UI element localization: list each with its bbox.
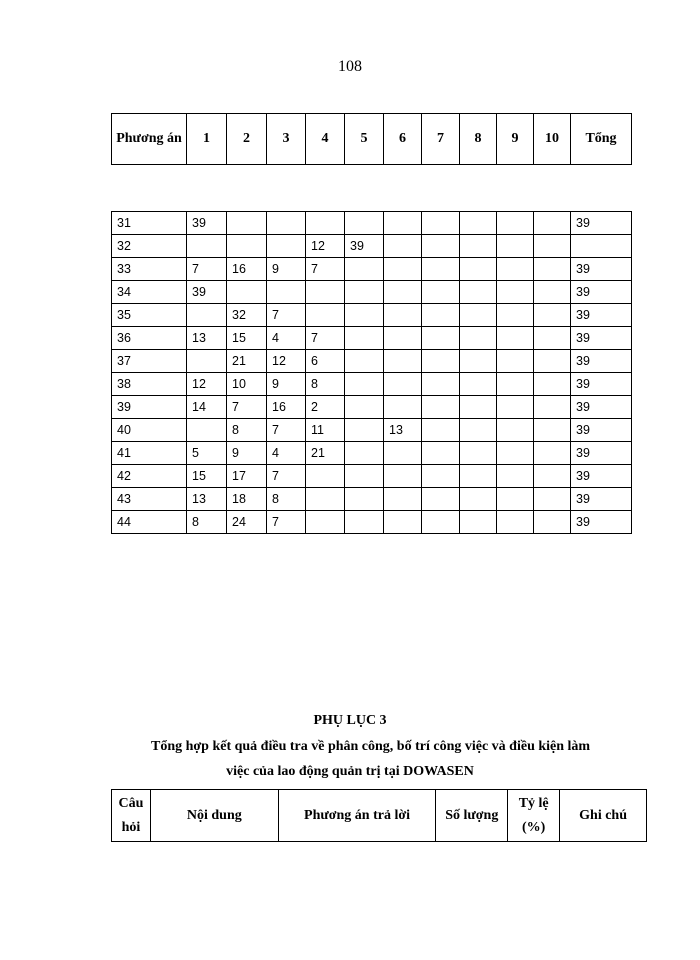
table-cell (534, 488, 571, 511)
table-cell (460, 511, 497, 534)
table-cell: 12 (187, 373, 227, 396)
table-row (112, 396, 632, 419)
row-label-cell: 38 (112, 373, 187, 396)
table-cell (306, 465, 345, 488)
table-cell (345, 304, 384, 327)
row-label-cell: 31 (112, 212, 187, 235)
table-cell (345, 373, 384, 396)
table-cell: 13 (384, 419, 422, 442)
table-cell: 32 (227, 304, 267, 327)
table-cell: 39 (571, 212, 632, 235)
appendix3-header-cell: Số lượng (436, 790, 508, 842)
header-cell: 6 (384, 114, 422, 165)
table-cell (384, 212, 422, 235)
table-cell (497, 212, 534, 235)
table-cell (384, 442, 422, 465)
table-row (112, 235, 632, 258)
table-cell (534, 281, 571, 304)
table-cell (422, 488, 460, 511)
table-cell (422, 281, 460, 304)
table-cell (384, 511, 422, 534)
table-cell (534, 212, 571, 235)
table-cell (187, 350, 227, 373)
appendix3-header-row (112, 790, 647, 842)
table-cell (422, 511, 460, 534)
table-cell: 39 (571, 419, 632, 442)
table-cell (497, 511, 534, 534)
table-cell (460, 373, 497, 396)
table-cell: 8 (187, 511, 227, 534)
table-cell (534, 511, 571, 534)
table-row (112, 373, 632, 396)
table-cell (384, 258, 422, 281)
table-cell (460, 304, 497, 327)
table-cell (497, 442, 534, 465)
table-cell (267, 235, 306, 258)
table-cell (497, 350, 534, 373)
table-cell (422, 350, 460, 373)
table-cell (306, 212, 345, 235)
table-cell (534, 350, 571, 373)
row-label-cell: 36 (112, 327, 187, 350)
table-cell (534, 258, 571, 281)
row-label-cell: 43 (112, 488, 187, 511)
table-cell (460, 488, 497, 511)
row-label-cell: 39 (112, 396, 187, 419)
data-body (112, 212, 632, 534)
table-cell: 8 (227, 419, 267, 442)
header-cell: 7 (422, 114, 460, 165)
table-row (112, 350, 632, 373)
table-cell: 12 (267, 350, 306, 373)
table-cell (534, 396, 571, 419)
table-cell (306, 304, 345, 327)
table-cell (534, 304, 571, 327)
row-label-cell: 41 (112, 442, 187, 465)
table-cell: 18 (227, 488, 267, 511)
table-cell (534, 419, 571, 442)
appendix3-header-cell: Câu hỏi (112, 790, 151, 842)
table-cell (497, 396, 534, 419)
table-cell (422, 396, 460, 419)
appendix-title: PHỤ LỤC 3 (313, 713, 387, 728)
table-cell: 8 (267, 488, 306, 511)
table-cell (345, 511, 384, 534)
table-cell (534, 327, 571, 350)
table-cell (345, 258, 384, 281)
header-cell: 10 (534, 114, 571, 165)
table-cell (345, 396, 384, 419)
appendix-subtitle-line2: việc của lao động quản trị tại DOWASEN (226, 764, 474, 779)
table-cell (384, 304, 422, 327)
table-cell (497, 304, 534, 327)
table-row (112, 304, 632, 327)
row-label-cell: 40 (112, 419, 187, 442)
table-cell: 39 (187, 281, 227, 304)
table-cell (306, 281, 345, 304)
table-cell: 7 (267, 304, 306, 327)
table-cell: 39 (571, 327, 632, 350)
appendix3-header-cell: Nội dung (150, 790, 278, 842)
row-label-cell: 33 (112, 258, 187, 281)
table-cell: 7 (187, 258, 227, 281)
table-cell (345, 488, 384, 511)
table-cell: 7 (267, 511, 306, 534)
row-label-cell: 44 (112, 511, 187, 534)
table-cell: 39 (571, 488, 632, 511)
table-cell: 9 (227, 442, 267, 465)
table-cell: 12 (306, 235, 345, 258)
table-cell (534, 442, 571, 465)
table-cell: 39 (571, 350, 632, 373)
table-row (112, 488, 632, 511)
table-cell: 39 (571, 511, 632, 534)
table-cell: 13 (187, 327, 227, 350)
table-cell (422, 442, 460, 465)
table-cell (460, 281, 497, 304)
table-cell (460, 350, 497, 373)
table-cell: 17 (227, 465, 267, 488)
table-cell (460, 396, 497, 419)
table-cell: 6 (306, 350, 345, 373)
table-cell: 4 (267, 442, 306, 465)
table-cell (187, 419, 227, 442)
header-cell-phuong-an: Phương án (112, 114, 187, 165)
table-cell (497, 281, 534, 304)
table-cell: 39 (187, 212, 227, 235)
table-cell (345, 419, 384, 442)
table-cell (422, 465, 460, 488)
table-cell (422, 212, 460, 235)
table-cell: 10 (227, 373, 267, 396)
table-row (112, 281, 632, 304)
header-cell: 3 (267, 114, 306, 165)
table-cell: 16 (267, 396, 306, 419)
table-cell (460, 258, 497, 281)
appendix3-header-cell: Ghi chú (560, 790, 647, 842)
table-cell: 8 (306, 373, 345, 396)
page-number: 108 (338, 58, 362, 75)
table-cell: 16 (227, 258, 267, 281)
row-label-cell: 42 (112, 465, 187, 488)
table-cell (534, 465, 571, 488)
table-cell: 39 (571, 281, 632, 304)
table-row (112, 465, 632, 488)
row-label-cell: 32 (112, 235, 187, 258)
table-cell (460, 327, 497, 350)
header-cell: 1 (187, 114, 227, 165)
table-cell (187, 235, 227, 258)
table-row (112, 327, 632, 350)
table-cell (422, 258, 460, 281)
header-cell: 9 (497, 114, 534, 165)
table-cell (384, 235, 422, 258)
table-row (112, 419, 632, 442)
table-cell (345, 212, 384, 235)
header-cell: 2 (227, 114, 267, 165)
table-cell (497, 373, 534, 396)
table-cell: 24 (227, 511, 267, 534)
table-cell (497, 327, 534, 350)
table-cell: 5 (187, 442, 227, 465)
table-cell (497, 258, 534, 281)
table-cell (497, 419, 534, 442)
table-cell (460, 465, 497, 488)
table-cell (384, 327, 422, 350)
row-label-cell: 35 (112, 304, 187, 327)
table-cell (345, 350, 384, 373)
header-cell: 8 (460, 114, 497, 165)
table-cell: 39 (571, 304, 632, 327)
header-cell: 4 (306, 114, 345, 165)
table-cell: 14 (187, 396, 227, 419)
table-cell: 39 (571, 465, 632, 488)
table-cell (534, 373, 571, 396)
table-cell: 13 (187, 488, 227, 511)
table-cell: 39 (571, 373, 632, 396)
table-cell: 2 (306, 396, 345, 419)
table-cell (497, 465, 534, 488)
table-cell (267, 212, 306, 235)
table-cell (384, 373, 422, 396)
table-cell (571, 235, 632, 258)
table-cell (384, 281, 422, 304)
table-cell (422, 327, 460, 350)
table-cell: 15 (187, 465, 227, 488)
table-cell: 7 (306, 327, 345, 350)
table-row (112, 442, 632, 465)
table-cell (422, 304, 460, 327)
table-cell (460, 419, 497, 442)
table-row (112, 258, 632, 281)
table-cell (345, 281, 384, 304)
table-cell: 39 (571, 396, 632, 419)
table-cell (227, 212, 267, 235)
table-cell (384, 350, 422, 373)
table-cell: 21 (306, 442, 345, 465)
table-cell (460, 235, 497, 258)
table-cell (345, 442, 384, 465)
table-row (112, 511, 632, 534)
table-cell (422, 373, 460, 396)
table-cell: 39 (571, 442, 632, 465)
table-cell: 7 (227, 396, 267, 419)
table-cell: 9 (267, 258, 306, 281)
table-cell (422, 419, 460, 442)
table-cell (306, 511, 345, 534)
table-cell: 39 (571, 258, 632, 281)
table-cell (187, 304, 227, 327)
table-cell (497, 235, 534, 258)
appendix-subtitle-line1: Tổng hợp kết quả điều tra về phân công, bố trí công việc và điều kiện làm (151, 739, 591, 754)
appendix3-header-table (111, 789, 647, 842)
table-cell (267, 281, 306, 304)
table-cell (460, 442, 497, 465)
table-cell: 11 (306, 419, 345, 442)
table-cell (227, 235, 267, 258)
table-cell (460, 212, 497, 235)
table-cell (534, 235, 571, 258)
table-cell: 39 (345, 235, 384, 258)
table-cell: 7 (267, 419, 306, 442)
table-cell: 7 (267, 465, 306, 488)
row-label-cell: 34 (112, 281, 187, 304)
appendix3-header-cell: Tỷ lệ (%) (508, 790, 560, 842)
table-cell (422, 235, 460, 258)
table-cell: 21 (227, 350, 267, 373)
survey-data-table (111, 211, 632, 534)
table-cell (306, 488, 345, 511)
table-cell (384, 488, 422, 511)
table-cell: 15 (227, 327, 267, 350)
table-cell (384, 396, 422, 419)
table-cell (497, 488, 534, 511)
table-cell (345, 327, 384, 350)
survey-header-table (111, 113, 632, 165)
table-cell (384, 465, 422, 488)
table-cell: 9 (267, 373, 306, 396)
row-label-cell: 37 (112, 350, 187, 373)
table-cell (345, 465, 384, 488)
appendix3-header-cell: Phương án trả lời (278, 790, 436, 842)
table-cell (227, 281, 267, 304)
header-row (112, 114, 632, 165)
table-cell: 7 (306, 258, 345, 281)
header-cell: Tổng (571, 114, 632, 165)
header-cell: 5 (345, 114, 384, 165)
table-row (112, 212, 632, 235)
table-cell: 4 (267, 327, 306, 350)
